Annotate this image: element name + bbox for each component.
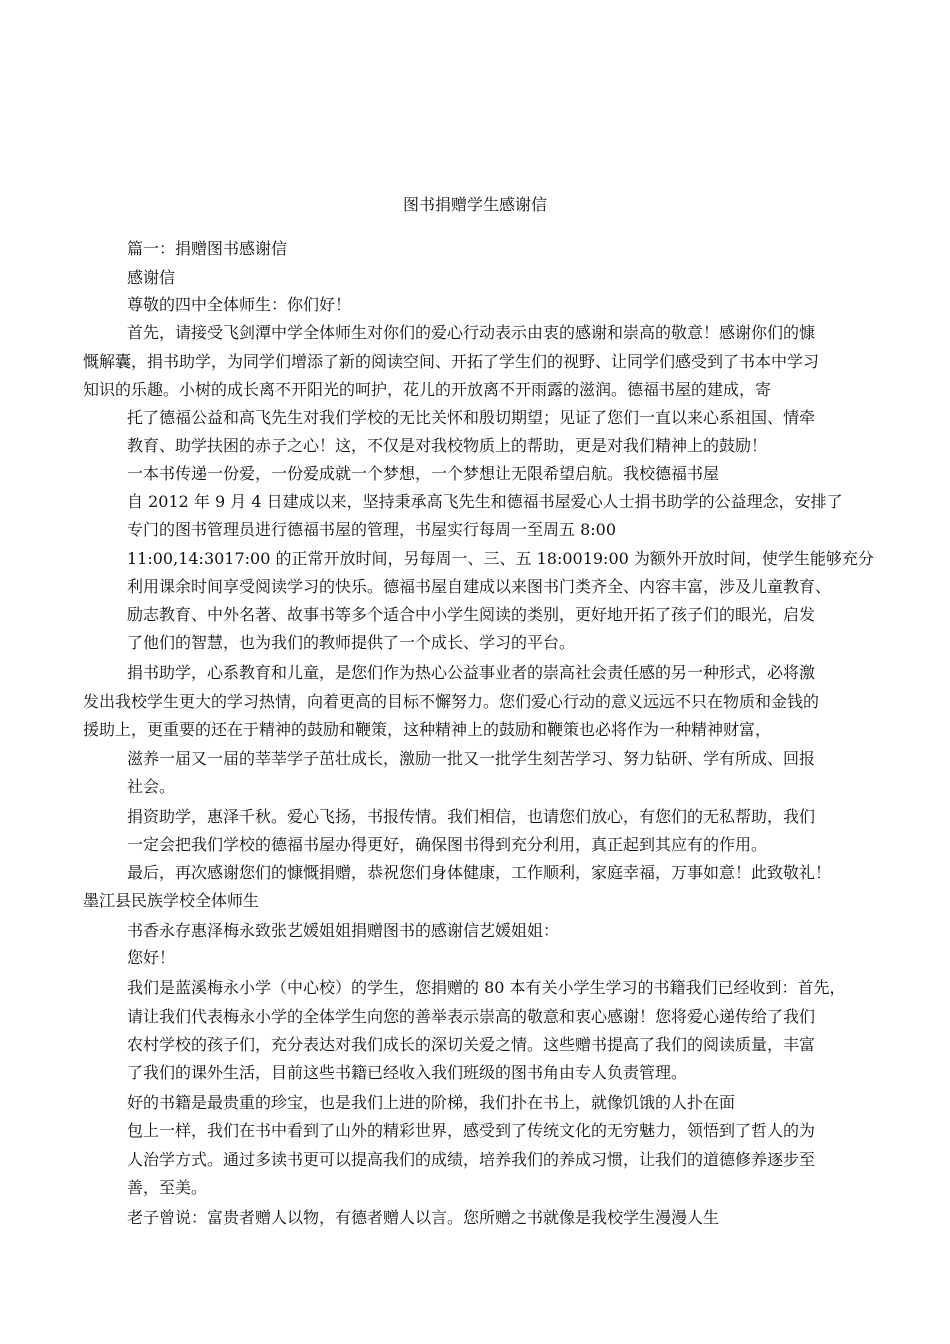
- body-line: 了我们的课外生活，目前这些书籍已经收入我们班级的图书角由专人负责管理。: [127, 1063, 688, 1082]
- body-line: 感谢信: [127, 268, 176, 287]
- body-line: 托了德福公益和高飞先生对我们学校的无比关怀和殷切期望；见证了您们一直以来心系祖国、情牵: [127, 408, 816, 427]
- body-line: 您好！: [127, 948, 176, 967]
- body-line: 励志教育、中外名著、故事书等多个适合中小学生阅读的类别，更好地开拓了孩子们的眼光，启发: [127, 605, 816, 624]
- body-line: 知识的乐趣。小树的成长离不开阳光的呵护，花儿的开放离不开雨露的滋润。德福书屋的建成，寄: [83, 380, 772, 399]
- body-line: 社会。: [127, 777, 176, 796]
- body-line: 墨江县民族学校全体师生: [83, 891, 260, 910]
- body-line: 最后，再次感谢您们的慷慨捐赠，恭祝您们身体健康，工作顺利，家庭幸福，万事如意！此致敬礼！: [127, 863, 832, 882]
- body-line: 11:00,14:3017:00 的正常开放时间，另每周一、三、五 18:0019:00 为额外开放时间，使学生能够充分: [127, 549, 874, 568]
- body-line: 一本书传递一份爱，一份爱成就一个梦想，一个梦想让无限希望启航。我校德福书屋: [127, 464, 720, 483]
- body-line: 专门的图书管理员进行德福书屋的管理，书屋实行每周一至周五 8:00: [127, 520, 617, 539]
- body-line: 尊敬的四中全体师生：你们好！: [127, 295, 352, 314]
- body-line: 好的书籍是最贵重的珍宝，也是我们上进的阶梯，我们扑在书上，就像饥饿的人扑在面: [127, 1093, 736, 1112]
- body-line: 篇一：捐赠图书感谢信: [127, 239, 288, 258]
- body-line: 农村学校的孩子们，充分表达对我们成长的深切关爱之情。这些赠书提高了我们的阅读质量，丰富: [127, 1035, 816, 1054]
- body-line: 自 2012 年 9 月 4 日建成以来，坚持秉承高飞先生和德福书屋爱心人士捐书助学的公益理念，安排了: [127, 492, 843, 511]
- body-line: 书香永存惠泽梅永致张艺媛姐姐捐赠图书的感谢信艺媛姐姐：: [127, 921, 560, 940]
- body-line: 慨解囊，捐书助学，为同学们增添了新的阅读空间、开拓了学生们的视野、让同学们感受到了书本中学习: [83, 352, 820, 371]
- body-line: 教育、助学扶困的赤子之心！这，不仅是对我校物质上的帮助，更是对我们精神上的鼓励！: [127, 436, 768, 455]
- body-line: 请让我们代表梅永小学的全体学生向您的善举表示崇高的敬意和衷心感谢！您将爱心递传给了我们: [127, 1007, 816, 1026]
- body-line: 捐资助学，惠泽千秋。爱心飞扬，书报传情。我们相信，也请您们放心，有您们的无私帮助，我们: [127, 807, 816, 826]
- body-line: 老子曾说：富贵者赠人以物，有德者赠人以言。您所赠之书就像是我校学生漫漫人生: [127, 1208, 720, 1227]
- body-line: 发出我校学生更大的学习热情，向着更高的目标不懈努力。您们爱心行动的意义远远不只在物质和金钱的: [83, 692, 820, 711]
- body-line: 善，至美。: [127, 1178, 208, 1197]
- body-line: 人治学方式。通过多读书更可以提高我们的成绩，培养我们的养成习惯，让我们的道德修养逐步至: [127, 1150, 816, 1169]
- body-line: 援助上，更重要的还在于精神的鼓励和鞭策，这种精神上的鼓励和鞭策也必将作为一种精神财富，: [83, 720, 772, 739]
- body-line: 利用课余时间享受阅读学习的快乐。德福书屋自建成以来图书门类齐全、内容丰富，涉及儿童教育、: [127, 577, 832, 596]
- body-line: 捐书助学，心系教育和儿童，是您们作为热心公益事业者的崇高社会责任感的另一种形式，必将激: [127, 663, 816, 682]
- body-line: 我们是蓝溪梅永小学（中心校）的学生，您捐赠的 80 本有关小学生学习的书籍我们已经收到：首先，: [127, 978, 846, 997]
- body-line: 一定会把我们学校的德福书屋办得更好，确保图书得到充分利用，真正起到其应有的作用。: [127, 835, 768, 854]
- body-line: 滋养一届又一届的莘莘学子茁壮成长，激励一批又一批学生刻苦学习、努力钻研、学有所成、回报: [127, 749, 816, 768]
- body-line: 包上一样，我们在书中看到了山外的精彩世界，感受到了传统文化的无穷魅力，领悟到了哲人的为: [127, 1121, 816, 1140]
- body-line: 首先，请接受飞剑潭中学全体师生对你们的爱心行动表示由衷的感谢和崇高的敬意！感谢你们的慷: [127, 323, 816, 342]
- body-line: 了他们的智慧，也为我们的教师提供了一个成长、学习的平台。: [127, 633, 576, 652]
- document-title: 图书捐赠学生感谢信: [402, 195, 547, 214]
